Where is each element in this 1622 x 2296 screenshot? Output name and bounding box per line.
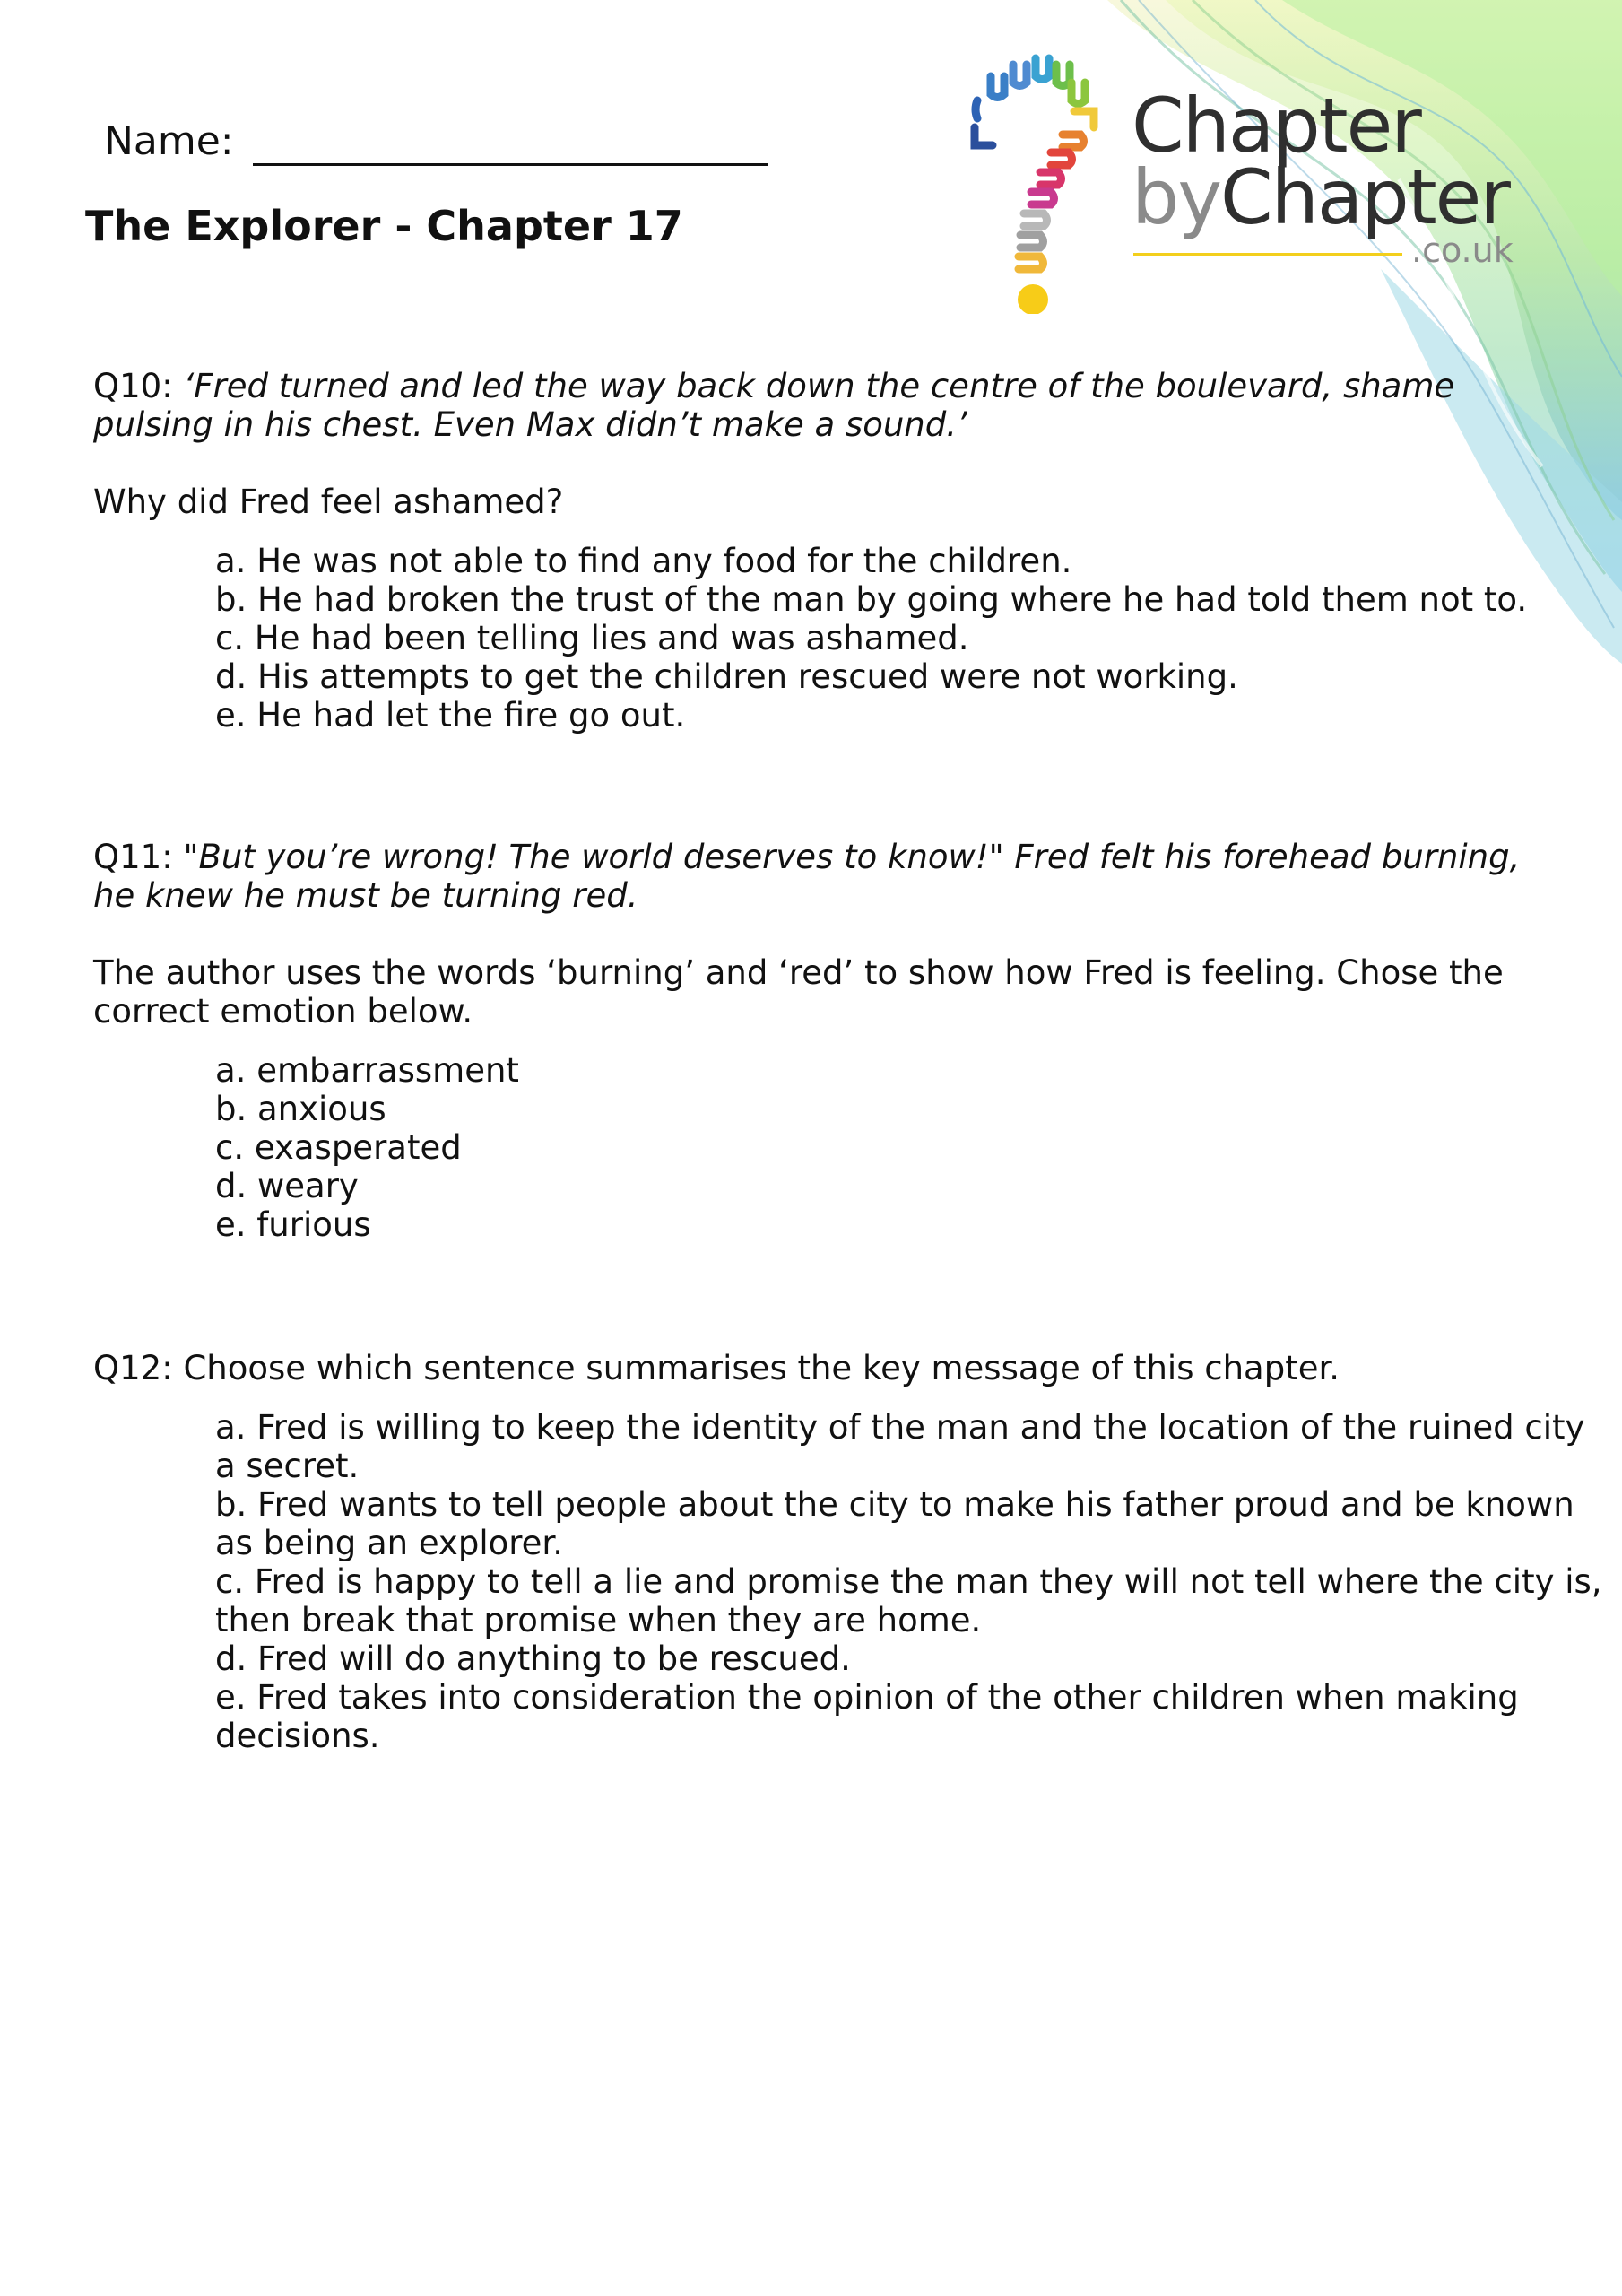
question-11-quote-line <box>93 838 1528 915</box>
answer-option-c: c. Fred is happy to tell a lie and promise the man they will not tell where the city is, then break that promise when they are home. <box>215 1562 1602 1639</box>
question-quote: ‘Fred turned and led the way back down the centre of the boulevard, shame pulsing in his chest. Even Max didn’t make a sound.’ <box>93 367 1455 444</box>
logo-domain-text: .co.uk <box>1411 230 1514 270</box>
logo-chapter-second-text: Chapter <box>1220 153 1509 241</box>
question-prompt: The author uses the words ‘burning’ and ‘red’ to show how Fred is feeling. Chose the correct emotion below. <box>93 953 1504 1031</box>
answer-option-b: b. He had broken the trust of the man by going where he had told them not to. <box>215 580 1528 619</box>
answer-option-b: b. anxious <box>215 1090 386 1128</box>
answer-options <box>93 1408 1614 1755</box>
chapter-by-chapter-logo <box>1132 82 1544 276</box>
question-10-quote-line <box>93 367 1528 444</box>
question-prompt: Why did Fred feel ashamed? <box>93 483 564 521</box>
answer-option-a: a. He was not able to find any food for the children. <box>215 542 1072 580</box>
question-number: Q11: <box>93 838 173 876</box>
answer-option-a: a. Fred is willing to keep the identity of the man and the location of the ruined city a secret. <box>215 1408 1585 1485</box>
answer-options <box>93 1051 1614 1244</box>
answer-option-e: e. He had let the fire go out. <box>215 696 686 735</box>
question-quote: "But you’re wrong! The world deserves to know!" Fred felt his forehead burning, he knew he must be turning red. <box>93 838 1521 915</box>
answer-option-d: d. weary <box>215 1167 359 1205</box>
chapter-by-chapter-logo-icon <box>950 45 1121 314</box>
logo-by-chapter-text <box>1132 153 1509 241</box>
name-label: Name: <box>104 118 234 164</box>
answer-option-e: e. furious <box>215 1205 371 1244</box>
answer-option-b: b. Fred wants to tell people about the city to make his father proud and be known as being an explorer. <box>215 1485 1574 1562</box>
question-12 <box>93 1349 1602 1755</box>
question-11 <box>93 838 1528 1244</box>
logo-by-text: by <box>1132 153 1221 241</box>
logo-chapter-text: Chapter <box>1132 82 1420 170</box>
answer-option-e: e. Fred takes into consideration the opinion of the other children when making decisions. <box>215 1678 1519 1755</box>
answer-option-d: d. Fred will do anything to be rescued. <box>215 1639 851 1678</box>
answer-options <box>93 542 1614 735</box>
question-number: Q10: <box>93 367 173 405</box>
answer-option-a: a. embarrassment <box>215 1051 519 1090</box>
worksheet-title: The Explorer - Chapter 17 <box>85 202 683 250</box>
question-number: Q12: <box>93 1349 173 1387</box>
question-12-prompt-line <box>93 1349 1528 1387</box>
question-prompt: Choose which sentence summarises the key message of this chapter. <box>183 1349 1340 1387</box>
name-field-line <box>253 163 768 166</box>
answer-option-c: c. exasperated <box>215 1128 462 1167</box>
question-10 <box>93 367 1528 735</box>
answer-option-d: d. His attempts to get the children rescued were not working. <box>215 657 1238 696</box>
answer-option-c: c. He had been telling lies and was ashamed. <box>215 619 969 657</box>
logo-underline <box>1133 253 1402 256</box>
